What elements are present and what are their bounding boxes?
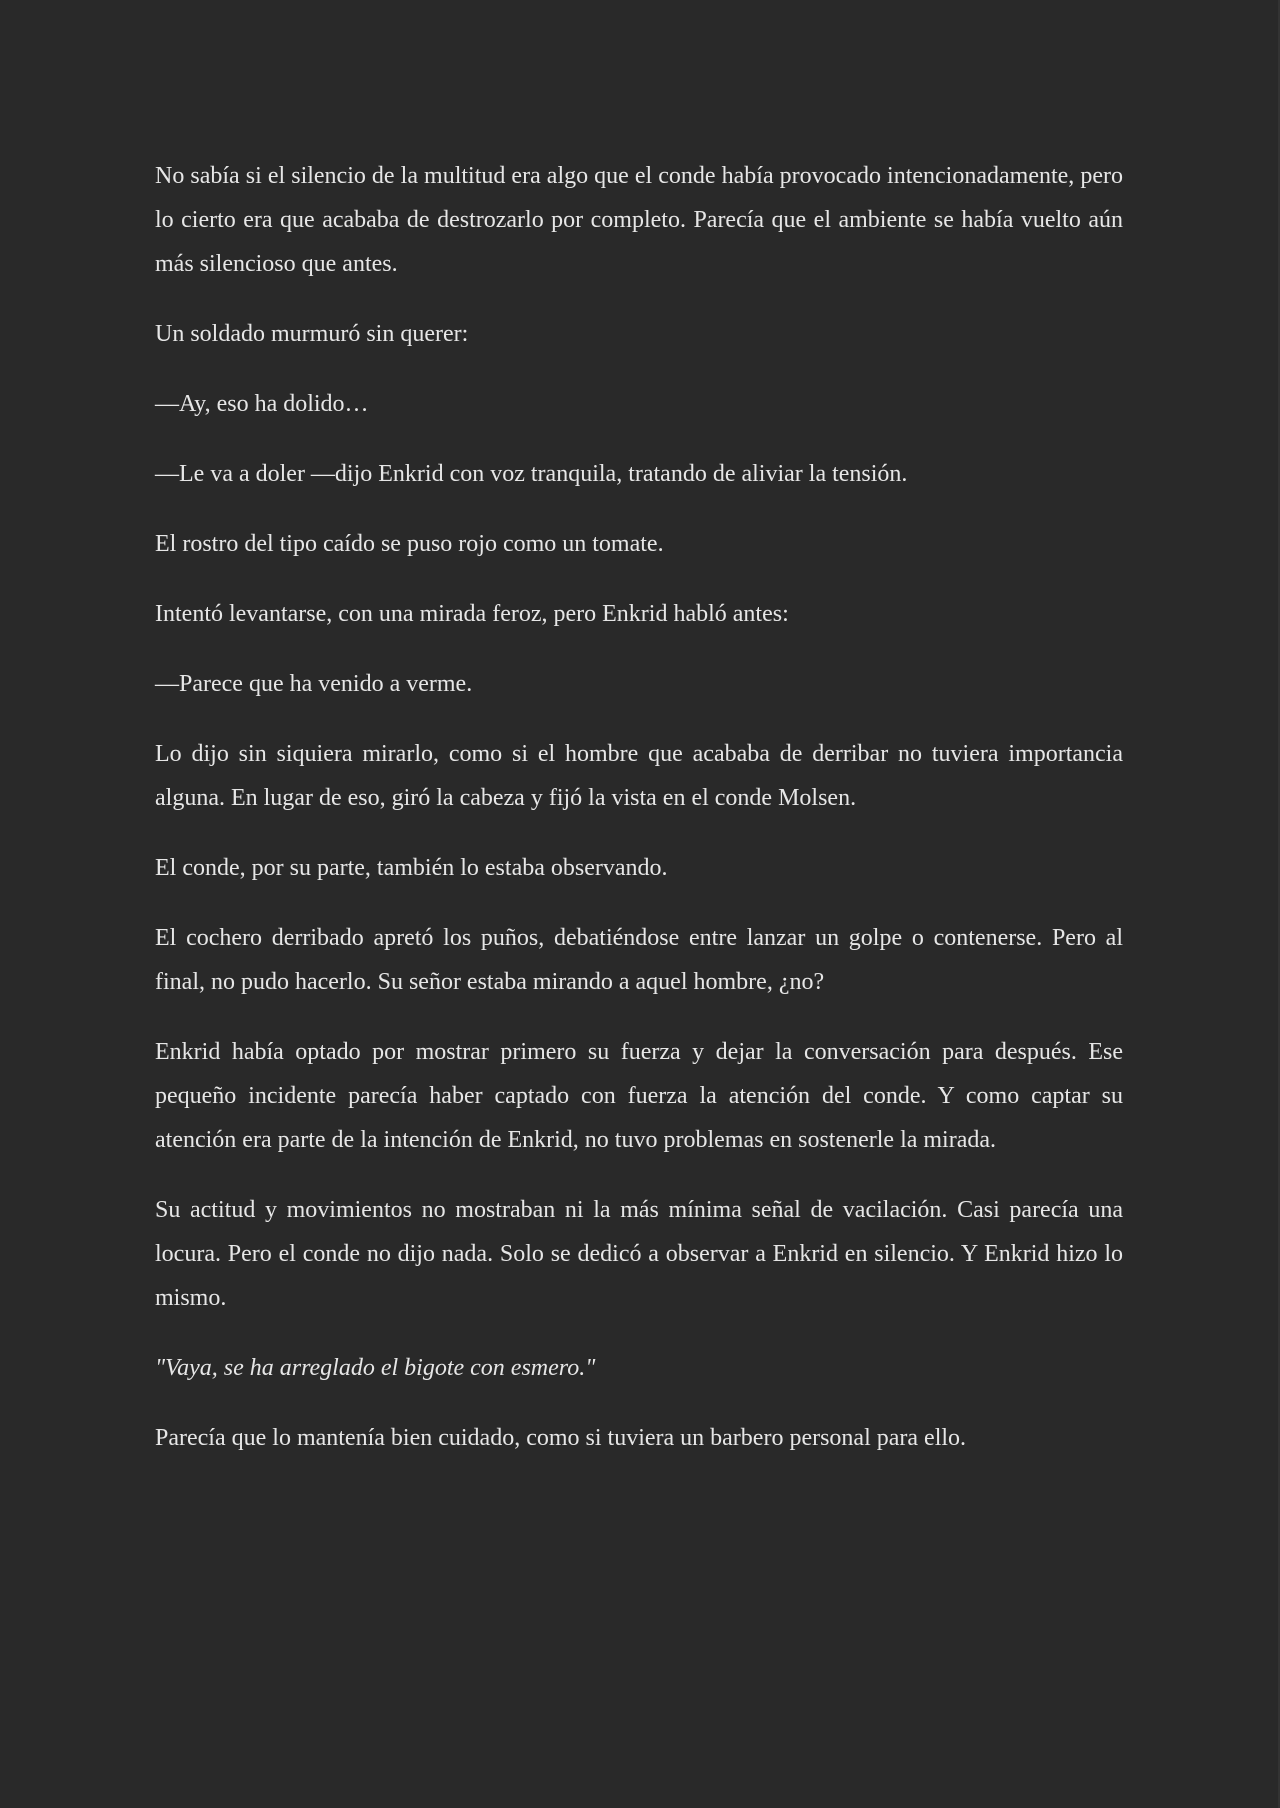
paragraph: Parecía que lo mantenía bien cuidado, como si tuviera un barbero personal para ello. bbox=[155, 1425, 967, 1451]
paragraph: Enkrid había optado por mostrar primero su fuerza y dejar la conversación para después. Ese pequeño incidente parecía haber captado con fuerza la atención del conde. Y como captar su atención era parte de la intención de Enkrid, no tuvo problemas en sostenerle la mirada. bbox=[155, 1039, 1123, 1153]
reader-content bbox=[155, 154, 1123, 1486]
dialogue-paragraph: —Parece que ha venido a verme. bbox=[155, 671, 473, 697]
paragraph: Intentó levantarse, con una mirada feroz, pero Enkrid habló antes: bbox=[155, 601, 789, 627]
paragraph: Lo dijo sin siquiera mirarlo, como si el hombre que acababa de derribar no tuviera importancia alguna. En lugar de eso, giró la cabeza y fijó la vista en el conde Molsen. bbox=[155, 741, 1123, 811]
paragraph: El rostro del tipo caído se puso rojo como un tomate. bbox=[155, 531, 664, 557]
paragraph: El conde, por su parte, también lo estaba observando. bbox=[155, 855, 668, 881]
paragraph: Su actitud y movimientos no mostraban ni la más mínima señal de vacilación. Casi parecía una locura. Pero el conde no dijo nada. Solo se dedicó a observar a Enkrid en silencio. Y Enkrid hizo lo mismo. bbox=[155, 1197, 1123, 1311]
thought-paragraph: "Vaya, se ha arreglado el bigote con esmero." bbox=[155, 1355, 596, 1381]
dialogue-paragraph: —Ay, eso ha dolido… bbox=[155, 391, 369, 417]
paragraph: Un soldado murmuró sin querer: bbox=[155, 321, 469, 347]
dialogue-paragraph: —Le va a doler —dijo Enkrid con voz tranquila, tratando de aliviar la tensión. bbox=[155, 461, 908, 487]
paragraph: No sabía si el silencio de la multitud era algo que el conde había provocado intencionadamente, pero lo cierto era que acababa de destrozarlo por completo. Parecía que el ambiente se había vuelto aún más silencioso que antes. bbox=[155, 163, 1123, 277]
paragraph: El cochero derribado apretó los puños, debatiéndose entre lanzar un golpe o contenerse. Pero al final, no pudo hacerlo. Su señor estaba mirando a aquel hombre, ¿no? bbox=[155, 925, 1123, 995]
